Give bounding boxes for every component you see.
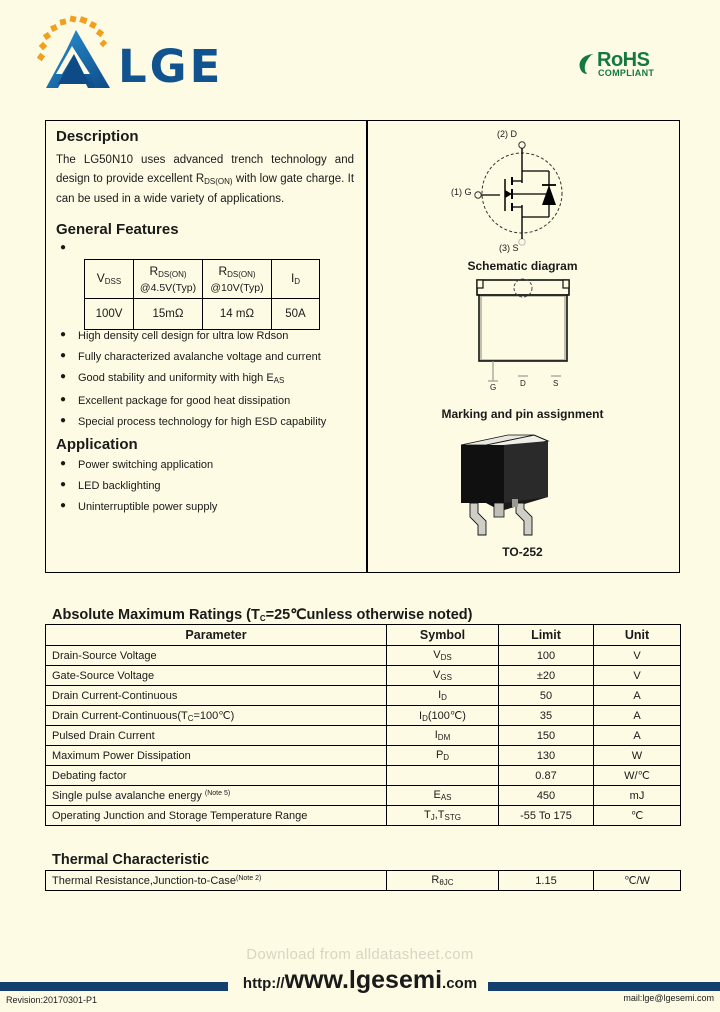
list-item: ● Special process technology for high ESD capability	[56, 416, 356, 428]
param-gate-source-voltage: Gate-Source Voltage	[46, 666, 387, 686]
company-logo	[36, 14, 224, 93]
features-bullet-list	[56, 330, 356, 428]
table-row	[46, 726, 681, 746]
limit-tj-tstg: -55 To 175	[499, 806, 594, 826]
table-row	[46, 706, 681, 726]
spec-header-rdson-4v5: $R_{DS(ON)}$ @4.5V(Typ)	[134, 260, 203, 299]
pin-label-d: D	[520, 379, 526, 388]
alldatasheet-watermark: Download from alldatasheet.com	[246, 946, 474, 963]
column-header-symbol: Symbol	[387, 625, 499, 646]
unit-vgs: V	[594, 666, 681, 686]
spec-value-rdson-4v5: 15mΩ	[134, 299, 203, 330]
table-row	[46, 666, 681, 686]
thermal-characteristic-table	[45, 870, 681, 891]
contact-email[interactable]: mail:lge@lgesemi.com	[623, 993, 714, 1003]
unit-pd: W	[594, 746, 681, 766]
symbol-idm: $I_{DM}$	[387, 726, 499, 746]
symbol-rthjc: $R_{\theta JC}$	[387, 871, 499, 891]
leaf-icon	[578, 53, 595, 75]
marking-pin-drawing	[366, 276, 679, 396]
limit-rthjc: 1.15	[499, 871, 594, 891]
symbol-pd: $P_D$	[387, 746, 499, 766]
list-item: ● Uninterruptible power supply	[56, 501, 356, 513]
spec-header-rdson-10v: $R_{DS(ON)}$ @10V(Typ)	[203, 260, 272, 299]
pin-label-gate: (1) G	[451, 187, 472, 197]
description-heading: Description	[56, 128, 139, 145]
list-item: ● Fully characterized avalanche voltage and current	[56, 351, 356, 363]
spec-value-id: 50A	[272, 299, 320, 330]
unit-id: A	[594, 686, 681, 706]
schematic-diagram	[366, 127, 679, 257]
rohs-subtitle: COMPLIANT	[598, 68, 655, 78]
column-header-limit: Limit	[499, 625, 594, 646]
package-caption: TO-252	[502, 545, 543, 559]
footer-website-url[interactable]	[225, 968, 495, 993]
application-bullet-list	[56, 459, 356, 513]
url-protocol: http://	[242, 975, 285, 992]
list-item: ● LED backlighting	[56, 480, 356, 492]
table-row	[46, 646, 681, 666]
pin-label-drain: (2) D	[497, 129, 517, 139]
table-row	[46, 686, 681, 706]
url-tld: .com	[442, 975, 478, 992]
spec-header-id: $I_D$	[272, 260, 320, 299]
limit-debating-factor: 0.87	[499, 766, 594, 786]
lge-mountain-logo-icon	[36, 14, 114, 90]
package-photo	[366, 431, 679, 536]
unit-vds: V	[594, 646, 681, 666]
param-max-power-dissipation: Maximum Power Dissipation	[46, 746, 387, 766]
param-debating-factor: Debating factor	[46, 766, 387, 786]
param-pulsed-drain-current: Pulsed Drain Current	[46, 726, 387, 746]
spec-header-vdss: $V_{DSS}$	[85, 260, 134, 299]
footer-bar-left	[0, 982, 228, 991]
list-item: ● Good stability and uniformity with high $E_{AS}$	[56, 372, 356, 386]
limit-vgs: ±20	[499, 666, 594, 686]
rohs-title: RoHS	[597, 49, 650, 71]
rohs-badge	[578, 50, 678, 82]
symbol-vgs: $V_{GS}$	[387, 666, 499, 686]
limit-idm: 150	[499, 726, 594, 746]
description-body-2: with low gate charge. It can be used in a wide variety of applications.	[56, 173, 355, 206]
limit-id: 50	[499, 686, 594, 706]
marking-caption: Marking and pin assignment	[441, 407, 604, 421]
spec-value-rdson-10v: 14 mΩ	[203, 299, 272, 330]
pin-label-source: (3) S	[499, 243, 519, 253]
symbol-tj-tstg: $T_J,T_{STG}$	[387, 806, 499, 826]
column-header-parameter: Parameter	[46, 625, 387, 646]
description-subscript: DS(ON)	[204, 177, 233, 187]
logo-text: LGE	[118, 40, 224, 93]
features-lead-bullet: ●	[60, 242, 67, 254]
table-row	[85, 299, 320, 330]
pin-label-s: S	[553, 379, 559, 388]
unit-debating-factor: W/℃	[594, 766, 681, 786]
unit-id-100c: A	[594, 706, 681, 726]
column-header-unit: Unit	[594, 625, 681, 646]
unit-rthjc: ℃/W	[594, 871, 681, 891]
symbol-vds: $V_{DS}$	[387, 646, 499, 666]
table-row	[46, 766, 681, 786]
symbol-id-100c: $I_D(100℃)$	[387, 706, 499, 726]
table-row	[85, 260, 320, 299]
param-drain-current-continuous-100c: Drain Current-$Continuous(T_C=100℃)$	[46, 706, 387, 726]
unit-tj-tstg: ℃	[594, 806, 681, 826]
limit-id-100c: 35	[499, 706, 594, 726]
table-header-row	[46, 625, 681, 646]
revision-text: Revision:20170301-P1	[6, 995, 98, 1005]
footer-bar-right	[488, 982, 720, 991]
abs-max-title: Absolute Maximum Ratings ($T_C=25℃unless$ otherwise noted)	[52, 607, 473, 623]
general-features-heading: General Features	[56, 220, 179, 238]
key-spec-table	[84, 259, 320, 330]
application-heading: Application	[56, 436, 138, 454]
schematic-caption: Schematic diagram	[467, 259, 578, 273]
param-thermal-resistance-jc: Thermal Resistance,Junction-to-Case$^{(Note 2)}$	[46, 871, 387, 891]
param-drain-source-voltage: Drain-Source Voltage	[46, 646, 387, 666]
list-item: ● Excellent package for good heat dissipation	[56, 395, 356, 407]
description-text	[56, 151, 354, 210]
unit-idm: A	[594, 726, 681, 746]
description-body-1: The LG50N10 uses advanced trench technology and design to provide excellent R	[56, 153, 354, 186]
symbol-eas: $E_{AS}$	[387, 786, 499, 806]
table-row	[46, 746, 681, 766]
param-drain-current-continuous: Drain Current-Continuous	[46, 686, 387, 706]
unit-eas: mJ	[594, 786, 681, 806]
param-operating-storage-temp-range: Operating Junction and Storage Temperature Range	[46, 806, 387, 826]
overview-right-pane	[366, 121, 679, 572]
symbol-debating-factor	[387, 766, 499, 786]
overview-left-pane	[46, 121, 366, 572]
table-row	[46, 871, 681, 891]
list-item: ● High density cell design for ultra low Rdson	[56, 330, 356, 342]
overview-box	[45, 120, 680, 573]
table-row	[46, 786, 681, 806]
thermal-title: Thermal Characteristic	[52, 852, 210, 868]
limit-pd: 130	[499, 746, 594, 766]
spec-value-vdss: 100V	[85, 299, 134, 330]
limit-vds: 100	[499, 646, 594, 666]
page-header	[0, 0, 720, 104]
list-item: ● Power switching application	[56, 459, 356, 471]
absolute-maximum-ratings-table	[45, 624, 681, 826]
param-single-pulse-avalanche-energy: Single pulse avalanche energy $^{(Note 5)}$	[46, 786, 387, 806]
pin-label-g: G	[490, 383, 497, 392]
symbol-id: $I_D$	[387, 686, 499, 706]
url-domain: www.lgesemi	[284, 966, 443, 994]
limit-eas: 450	[499, 786, 594, 806]
table-row	[46, 806, 681, 826]
